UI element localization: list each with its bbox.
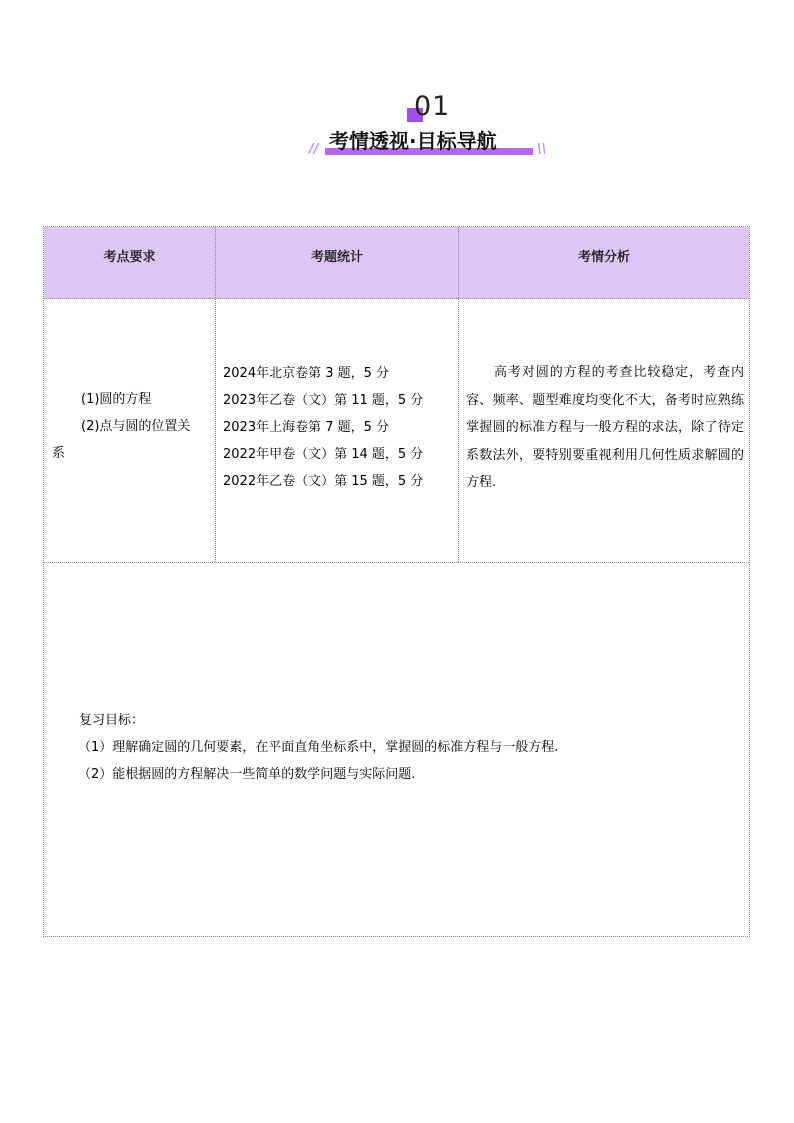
section-header [0,92,794,162]
analysis-cell: 高考对圆的方程的考查比较稳定，考查内容、频率、题型难度均变化不大，备考时应熟练掌握圆的标准方程与一般方程的求法，除了待定系数法外，要特别要重视利用几何性质求解圆的方程. [466,365,744,490]
exam-analysis-table [43,226,750,937]
decor-slashes-right: \\ [537,142,547,157]
header-analysis: 考情分析 [577,250,630,265]
requirement-item-wrap: 系 [52,446,66,461]
header-statistics: 考题统计 [310,250,363,265]
statistics-item: 2023年乙卷（文）第 11 题，5 分 [223,393,424,408]
statistics-item: 2023年上海卷第 7 题，5 分 [223,420,390,435]
decor-slashes-left: // [309,142,319,157]
review-goal-item: （1）理解确定圆的几何要素，在平面直角坐标系中，掌握圆的标准方程与一般方程. [78,740,559,755]
statistics-item: 2024年北京卷第 3 题，5 分 [223,366,390,381]
requirement-item: (2)点与圆的位置关 [81,419,191,434]
review-goals-title: 复习目标： [79,713,145,728]
section-title: 考情透视·目标导航 [329,129,497,153]
statistics-cell [223,360,423,495]
row-divider [44,562,749,563]
header-requirements: 考点要求 [103,250,156,265]
requirements-cell [81,386,190,440]
requirement-item: (1)圆的方程 [81,392,152,407]
statistics-item: 2022年甲卷（文）第 14 题，5 分 [223,447,424,462]
statistics-item: 2022年乙卷（文）第 15 题，5 分 [223,474,424,489]
review-goals [79,707,558,788]
review-goal-item: （2）能根据圆的方程解决一些简单的数学问题与实际问题. [78,767,416,782]
section-number: 01 [414,91,451,122]
